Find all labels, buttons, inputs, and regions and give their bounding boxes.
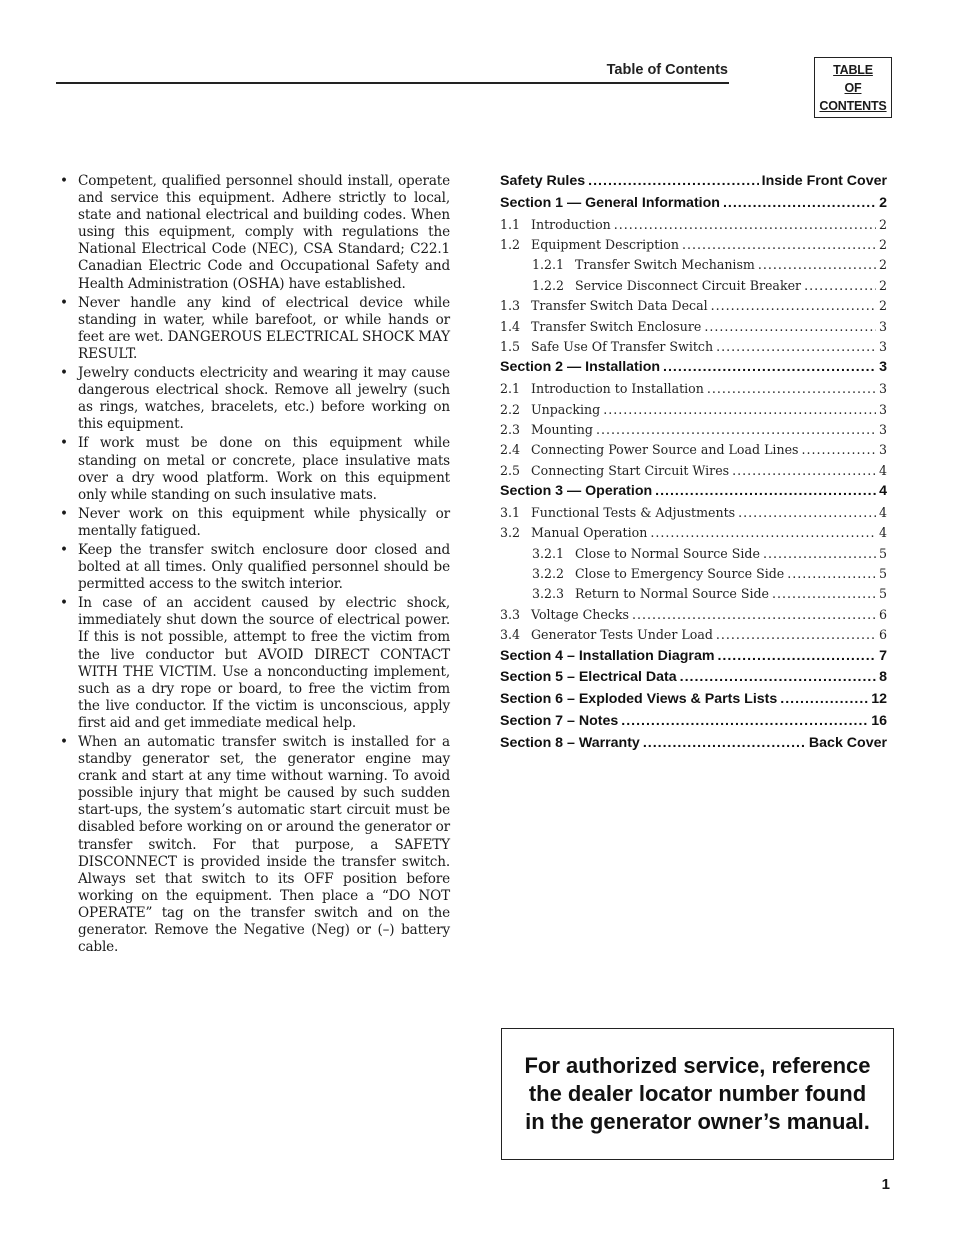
toc-entry[interactable] <box>500 379 887 399</box>
toc-entry-title: Connecting Start Circuit Wires <box>531 462 730 478</box>
toc-entry-title: Voltage Checks <box>531 606 629 622</box>
toc-entry[interactable] <box>500 689 887 711</box>
toc-entry[interactable] <box>500 420 887 440</box>
toc-entry-page: 12 <box>871 691 887 708</box>
toc-entry-page: 4 <box>878 525 887 541</box>
toc-entry-number: 3.3 <box>500 606 521 622</box>
toc-entry-page: Back Cover <box>808 734 887 751</box>
toc-entry-title: Section 4 – Installation Diagram <box>500 647 715 664</box>
toc-entry-number: 3.2.3 <box>532 586 565 602</box>
toc-entry-number: 2.5 <box>500 462 521 478</box>
safety-rule: • Jewelry conducts electricity and wearing it may cause dangerous electrical shock. Remove all jewelry (such as rings, watches, bracelets, etc.) before working on this equipment. <box>58 365 450 433</box>
toc-entry-number: 2.3 <box>500 421 521 437</box>
toc-entry-title: Transfer Switch Enclosure <box>531 318 702 334</box>
toc-entry-number: 1.4 <box>500 318 521 334</box>
toc-entry-number: 1.1 <box>500 216 521 232</box>
toc-entry[interactable] <box>500 235 887 255</box>
toc-entry-number: 1.5 <box>500 338 521 354</box>
toc-entry-page: 3 <box>878 318 887 334</box>
toc-entry-number: 1.2.2 <box>532 277 565 293</box>
toc-dot-leader <box>787 564 876 584</box>
toc-dot-leader <box>663 357 876 379</box>
toc-entry-title: Section 3 — Operation <box>500 483 653 500</box>
toc-entry-page: 16 <box>871 713 887 729</box>
safety-rule: • Keep the transfer switch enclosure door closed and bolted at all times. Only qualified personnel should be permitted access to the switch interior. <box>58 542 450 593</box>
toc-entry[interactable] <box>500 440 887 460</box>
toc-entry-page: 6 <box>878 606 887 622</box>
toc-dot-leader <box>632 605 876 625</box>
toc-entry[interactable] <box>500 523 887 543</box>
toc-dot-leader <box>680 667 876 689</box>
toc-entry-number: 3.2.1 <box>532 545 565 561</box>
toc-entry-title: Safe Use Of Transfer Switch <box>531 338 714 354</box>
toc-entry-title: Safety Rules <box>500 173 586 189</box>
table-of-contents <box>500 171 887 755</box>
toc-entry[interactable] <box>500 461 887 481</box>
toc-dot-leader <box>772 584 876 604</box>
safety-rules-list <box>58 173 450 958</box>
toc-entry[interactable] <box>500 215 887 235</box>
toc-entry[interactable] <box>500 296 887 316</box>
toc-dot-leader <box>763 544 876 564</box>
toc-entry-page: 2 <box>878 257 887 273</box>
safety-rule: • If work must be done on this equipment while standing on metal or concrete, place insulative mats over a dry wood platform. Work on this equipment only while standing on such insulative mats. <box>58 435 450 503</box>
toc-dot-leader <box>596 420 876 440</box>
toc-entry-title: Section 8 – Warranty <box>500 734 640 751</box>
safety-rule: • Competent, qualified personnel should install, operate and service this equipment. Adhere strictly to local, state and national electrical and building codes. When using this equipment, comply with regulations the National Electrical Code (NEC), CSA Standard; C22.1 Canadian Electric Code and Occupational Safety and Health Administration (OSHA) have established. <box>58 173 450 293</box>
toc-entry[interactable] <box>500 544 887 564</box>
toc-dot-leader <box>716 337 876 357</box>
toc-entry[interactable] <box>500 276 887 296</box>
toc-entry-title: Functional Tests & Adjustments <box>531 504 736 520</box>
safety-rule: • When an automatic transfer switch is installed for a standby generator set, the generator engine may crank and start at any time without warning. To avoid possible injury that might be caused by such sudden start-ups, the system’s automatic start circuit must be disabled before working on or around the generator or transfer switch. For that purpose, a SAFETY DISCONNECT is provided inside the transfer switch. Always set that switch to its OFF position before working on the equipment. Then place a “DO NOT OPERATE” tag on the transfer switch and on the generator. Remove the Negative (Neg) or (–) battery cable. <box>58 734 450 956</box>
safety-rule: • In case of an accident caused by electric shock, immediately shut down the source of electrical power. If this is not possible, attempt to free the victim from the live conductor but AVOID DIRECT CONTACT WITH THE VICTIM. Use a nonconducting implement, such as a dry rope or board, to free the victim from the live conductor. If the victim is unconscious, apply first aid and get immediate medical help. <box>58 595 450 732</box>
toc-dot-leader <box>614 215 876 235</box>
toc-dot-leader <box>621 711 868 733</box>
toc-dot-leader <box>704 317 876 337</box>
toc-entry[interactable] <box>500 605 887 625</box>
toc-dot-leader <box>717 646 876 668</box>
toc-entry[interactable] <box>500 503 887 523</box>
toc-entry-title: Section 2 — Installation <box>500 359 661 376</box>
toc-entry-title: Connecting Power Source and Load Lines <box>531 442 799 458</box>
toc-entry-number: 3.2 <box>500 525 521 541</box>
toc-entry-title: Return to Normal Source Side <box>575 586 770 602</box>
toc-entry-page: 5 <box>878 545 887 561</box>
toc-entry-page: 6 <box>878 627 887 643</box>
toc-entry-page: 3 <box>878 338 887 354</box>
toc-entry-page: 8 <box>879 669 887 686</box>
toc-entry-number: 1.2.1 <box>532 257 565 273</box>
toc-entry-number: 2.4 <box>500 442 521 458</box>
toc-entry[interactable] <box>500 625 887 645</box>
toc-dot-leader <box>738 503 876 523</box>
toc-entry-title: Mounting <box>531 421 593 437</box>
toc-dot-leader <box>643 733 806 755</box>
toc-entry-page: 3 <box>878 421 887 437</box>
toc-dot-leader <box>650 523 876 543</box>
toc-entry-page: 2 <box>878 236 887 252</box>
toc-entry[interactable] <box>500 193 887 215</box>
toc-entry-page: 2 <box>878 298 887 314</box>
toc-dot-leader <box>723 193 876 215</box>
toc-entry[interactable] <box>500 400 887 420</box>
toc-entry-page: 4 <box>878 504 887 520</box>
toc-entry-title: Introduction <box>531 216 611 232</box>
toc-entry-page: 4 <box>878 462 887 478</box>
toc-dot-leader <box>588 171 758 193</box>
toc-dot-leader <box>758 255 876 275</box>
toc-entry[interactable] <box>500 171 887 193</box>
toc-entry-page: 3 <box>878 401 887 417</box>
toc-entry-page: 2 <box>878 216 887 232</box>
toc-entry-page: 3 <box>878 381 887 397</box>
toc-entry[interactable] <box>500 564 887 584</box>
toc-entry-title: Introduction to Installation <box>531 381 704 397</box>
safety-rule: • Never work on this equipment while physically or mentally fatigued. <box>58 506 450 540</box>
toc-dot-leader <box>655 481 876 503</box>
toc-dot-leader <box>732 461 876 481</box>
running-header-title: Table of Contents <box>606 62 728 78</box>
toc-entry-title: Equipment Description <box>531 236 679 252</box>
toc-entry[interactable] <box>500 667 887 689</box>
toc-entry-title: Manual Operation <box>531 525 648 541</box>
toc-entry-number: 2.1 <box>500 381 521 397</box>
toc-entry-title: Generator Tests Under Load <box>531 627 713 643</box>
toc-dot-leader <box>603 400 876 420</box>
toc-entry-title: Service Disconnect Circuit Breaker <box>575 277 802 293</box>
toc-tab-badge <box>814 57 892 118</box>
toc-entry-title: Section 6 – Exploded Views & Parts Lists <box>500 691 778 708</box>
authorized-service-notice: For authorized service, reference the dealer locator number found in the generator owner’s manual. <box>501 1028 894 1160</box>
toc-entry[interactable] <box>500 646 887 668</box>
page-number: 1 <box>881 1176 890 1193</box>
tab-line-2: OF <box>844 80 862 95</box>
toc-entry[interactable] <box>500 255 887 275</box>
toc-entry[interactable] <box>500 317 887 337</box>
toc-dot-leader <box>682 235 876 255</box>
toc-entry-page: 4 <box>879 483 887 500</box>
toc-entry-page: 5 <box>878 586 887 602</box>
toc-entry-page: 5 <box>878 566 887 582</box>
toc-entry-page: 3 <box>879 359 887 376</box>
tab-line-1: TABLE <box>833 62 873 77</box>
toc-entry-page: 7 <box>879 647 887 664</box>
toc-entry-page: 2 <box>878 277 887 293</box>
toc-entry-title: Close to Normal Source Side <box>575 545 760 561</box>
toc-entry[interactable] <box>500 481 887 503</box>
toc-entry-page: 2 <box>879 194 887 211</box>
toc-entry-number: 3.1 <box>500 504 521 520</box>
toc-entry-title: Transfer Switch Data Decal <box>531 298 708 314</box>
toc-entry-number: 2.2 <box>500 401 521 417</box>
toc-entry-title: Section 1 — General Information <box>500 194 720 211</box>
toc-entry-title: Section 7 – Notes <box>500 713 619 729</box>
toc-entry-title: Transfer Switch Mechanism <box>575 257 755 273</box>
toc-entry-number: 1.2 <box>500 236 521 252</box>
toc-entry[interactable] <box>500 584 887 604</box>
toc-entry-title: Close to Emergency Source Side <box>575 566 785 582</box>
toc-entry-number: 3.4 <box>500 627 521 643</box>
header-rule <box>56 82 729 84</box>
toc-dot-leader <box>801 440 876 460</box>
toc-dot-leader <box>804 276 876 296</box>
toc-dot-leader <box>711 296 876 316</box>
toc-dot-leader <box>716 625 876 645</box>
toc-dot-leader <box>707 379 876 399</box>
toc-entry[interactable] <box>500 337 887 357</box>
toc-entry-title: Unpacking <box>531 401 601 417</box>
toc-entry[interactable] <box>500 711 887 733</box>
toc-dot-leader <box>780 689 868 711</box>
toc-entry[interactable] <box>500 357 887 379</box>
toc-entry[interactable] <box>500 733 887 755</box>
toc-entry-page: Inside Front Cover <box>761 173 887 189</box>
toc-entry-number: 3.2.2 <box>532 566 565 582</box>
toc-entry-number: 1.3 <box>500 298 521 314</box>
toc-entry-page: 3 <box>878 442 887 458</box>
tab-line-3: CONTENTS <box>819 98 887 113</box>
toc-entry-title: Section 5 – Electrical Data <box>500 669 677 686</box>
safety-rule: • Never handle any kind of electrical device while standing in water, while barefoot, or while hands or feet are wet. DANGEROUS ELECTRICAL SHOCK MAY RESULT. <box>58 295 450 363</box>
